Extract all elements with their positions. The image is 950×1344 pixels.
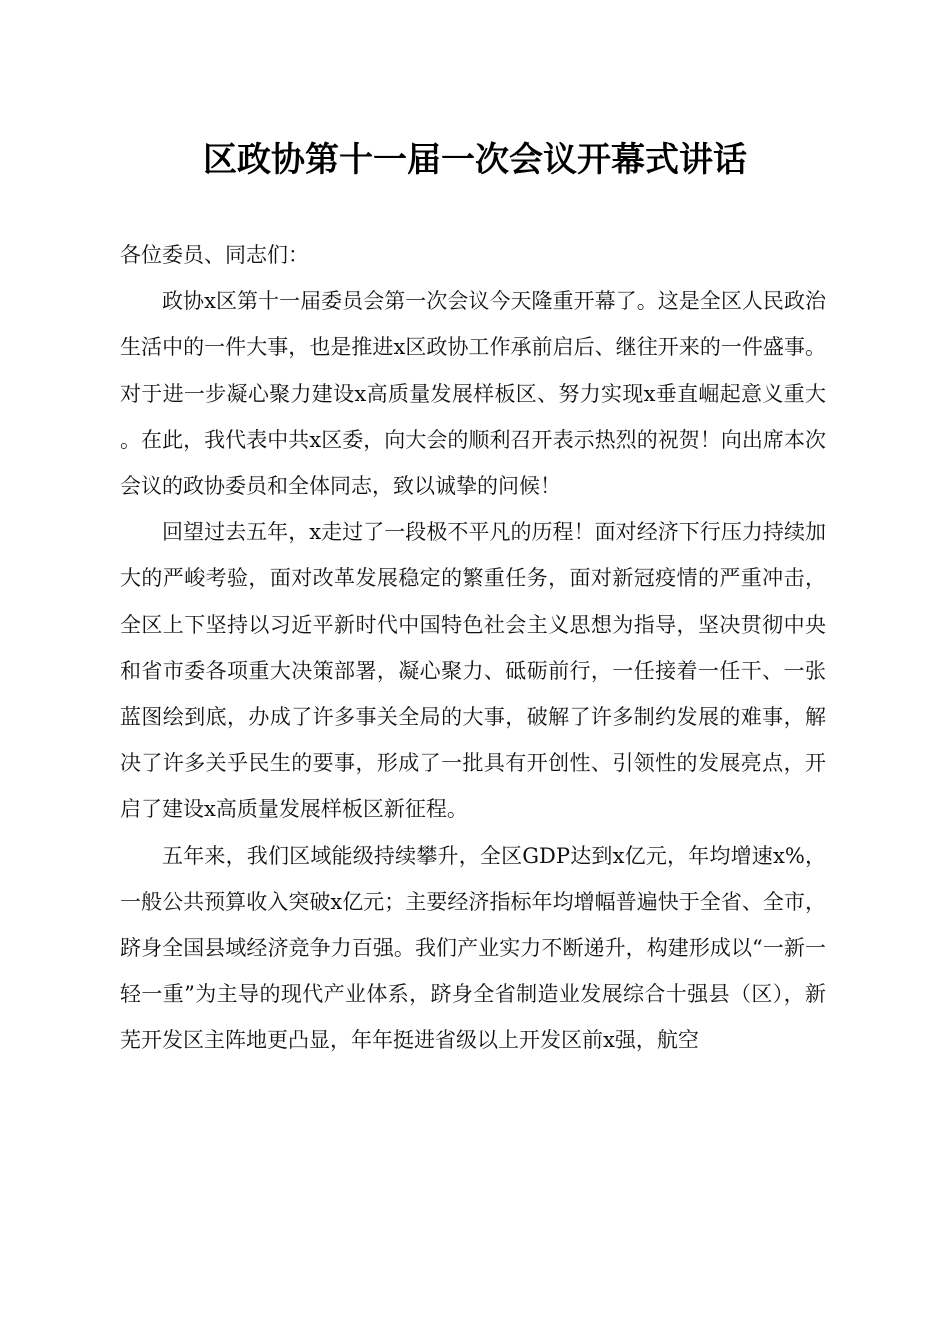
salutation: 各位委员、同志们： [120,243,309,267]
paragraph-achievements: 五年来，我们区域能级持续攀升，全区GDP达到x亿元，年均增速x%，一般公共预算收入突破x亿元；主要经济指标年均增幅普遍快于全省、全市，跻身全国县域经济竞争力百强。我们产业实力不断递升，构建形成以“一新一轻一重”为主导的现代产业体系，跻身全省制造业发展综合十强县（区），新芜开发区主阵地更凸显，年年挺进省级以上开发区前x强，航空 [120,843,826,1053]
document-title: 区政协第十一届一次会议开幕式讲话 [203,140,747,180]
paragraph-review: 回望过去五年，x走过了一段极不平凡的历程！面对经济下行压力持续加大的严峻考验，面对改革发展稳定的繁重任务，面对新冠疫情的严重冲击，全区上下坚持以习近平新时代中国特色社会主义思想为指导，坚决贯彻中央和省市委各项重大决策部署，凝心聚力、砥砺前行，一任接着一任干、一张蓝图绘到底，办成了许多事关全局的大事，破解了许多制约发展的难事，解决了许多关乎民生的要事，形成了一批具有开创性、引领性的发展亮点，开启了建设x高质量发展样板区新征程。 [120,520,826,822]
document-body [120,232,826,1064]
paragraph-opening: 政协x区第十一届委员会第一次会议今天隆重开幕了。这是全区人民政治生活中的一件大事，也是推进x区政协工作承前启后、继往开来的一件盛事。对于进一步凝心聚力建设x高质量发展样板区、努力实现x垂直崛起意义重大。在此，我代表中共x区委，向大会的顺利召开表示热烈的祝贺！向出席本次会议的政协委员和全体同志，致以诚挚的问候！ [120,289,826,499]
